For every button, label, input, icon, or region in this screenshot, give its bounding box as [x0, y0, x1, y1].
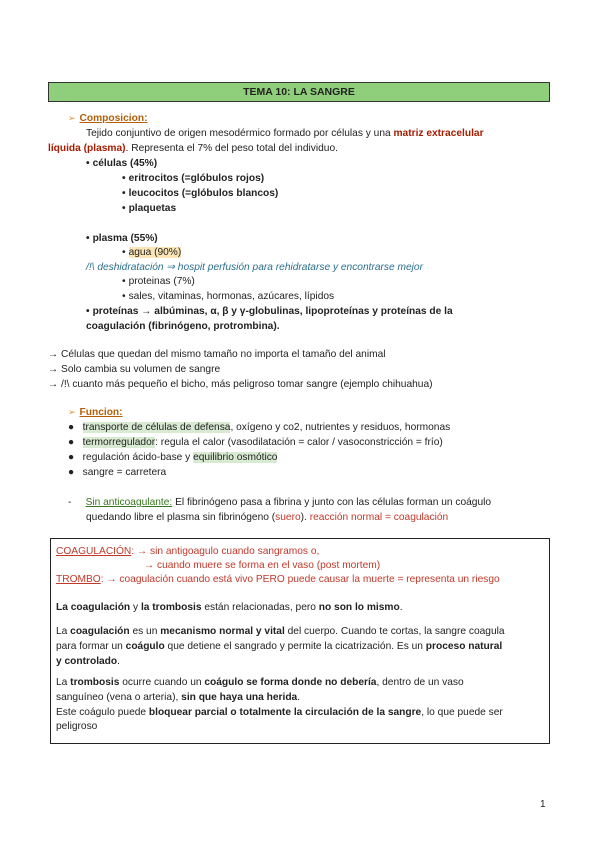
- bullet-dot-icon: ●: [68, 452, 75, 463]
- box-paragraph-1: La coagulación y la trombosis están relacionadas, pero no son lo mismo.: [56, 602, 403, 613]
- funcion-item: ● sangre = carretera: [68, 467, 167, 478]
- sin-anticoagulante-line1: - Sin anticoagulante: El fibrinógeno pasa a fibrina y junto con las células forman un coágulo: [68, 497, 492, 508]
- sin-anticoagulante-line2: quedando libre el plasma sin fibrinógeno (suero). reacción normal = coagulación: [86, 512, 449, 523]
- plasma-item: • plasma (55%): [86, 232, 158, 247]
- page-title: TEMA 10: LA SANGRE: [48, 82, 550, 102]
- box-paragraph-2: La coagulación es un mecanismo normal y vital del cuerpo. Cuando te cortas, la sangre coagula para formar un coágulo que detiene el sangrado y permite la cicatrización. Es un proceso natural y controlado.: [56, 626, 505, 667]
- composicion-intro-line1: Tejido conjuntivo de origen mesodérmico formado por células y una matriz extracelular: [86, 128, 484, 139]
- coagulacion-line2: → cuando muere se forma en el vaso (post mortem): [144, 560, 381, 571]
- celulas-sub-item: • eritrocitos (=glóbulos rojos): [122, 172, 264, 187]
- plasma-sub-item: • sales, vitaminas, hormonas, azúcares, lípidos: [122, 290, 334, 305]
- note-line: → Solo cambia su volumen de sangre: [48, 364, 221, 375]
- note-line: → Células que quedan del mismo tamaño no importa el tamaño del animal: [48, 349, 386, 360]
- funcion-item: ● termorregulador: regula el calor (vasodilatación = calor / vasoconstricción = frío): [68, 437, 443, 448]
- proteinas-item: • proteínas → albúminas, α, β y γ-globulinas, lipoproteínas y proteínas de la: [86, 305, 453, 320]
- triangle-bullet-icon: ➢: [68, 113, 76, 123]
- triangle-bullet-icon: ➢: [68, 407, 76, 417]
- plasma-sub-item: • proteinas (7%): [122, 275, 195, 290]
- agua-item: • agua (90%): [122, 246, 181, 261]
- proteinas-item-cont: coagulación (fibrinógeno, protrombina).: [86, 321, 280, 332]
- funcion-heading: ➢ Funcion:: [68, 407, 123, 418]
- funcion-item: ● regulación ácido-base y equilibrio osmótico: [68, 452, 278, 463]
- trombo-line: TROMBO: → coagulación cuando está vivo PERO puede causar la muerte = representa un riesgo: [56, 574, 500, 585]
- bullet-dot-icon: ●: [68, 422, 75, 433]
- celulas-item: • células (45%): [86, 157, 157, 172]
- box-paragraph-3: La trombosis ocurre cuando un coágulo se forma donde no debería, dentro de un vaso sanguíneo (vena o arteria), sin que haya una herida. Este coágulo puede bloquear parcial o totalmente la circulación de la sangre, lo que puede ser peligroso: [56, 677, 503, 733]
- funcion-item: ● transporte de células de defensa, oxígeno y co2, nutrientes y residuos, hormonas: [68, 422, 451, 433]
- bullet-dot-icon: ●: [68, 437, 75, 448]
- coagulacion-line1: COAGULACIÓN: → sin antigoagulo cuando sangramos o,: [56, 546, 320, 557]
- composicion-heading: ➢ Composicion:: [68, 113, 148, 124]
- bullet-dot-icon: ●: [68, 467, 75, 478]
- note-line: → /!\ cuanto más pequeño el bicho, más peligroso tomar sangre (ejemplo chihuahua): [48, 379, 433, 390]
- celulas-sub-item: • plaquetas: [122, 202, 176, 217]
- celulas-sub-item: • leucocitos (=glóbulos blancos): [122, 187, 278, 202]
- deshidratacion-note: /!\ deshidratación ⇒ hospit perfusión para rehidratarse y encontrarse mejor: [86, 262, 423, 273]
- page-number: 1: [540, 799, 546, 810]
- composicion-intro-line2: líquida (plasma). Representa el 7% del peso total del individuo.: [48, 143, 338, 154]
